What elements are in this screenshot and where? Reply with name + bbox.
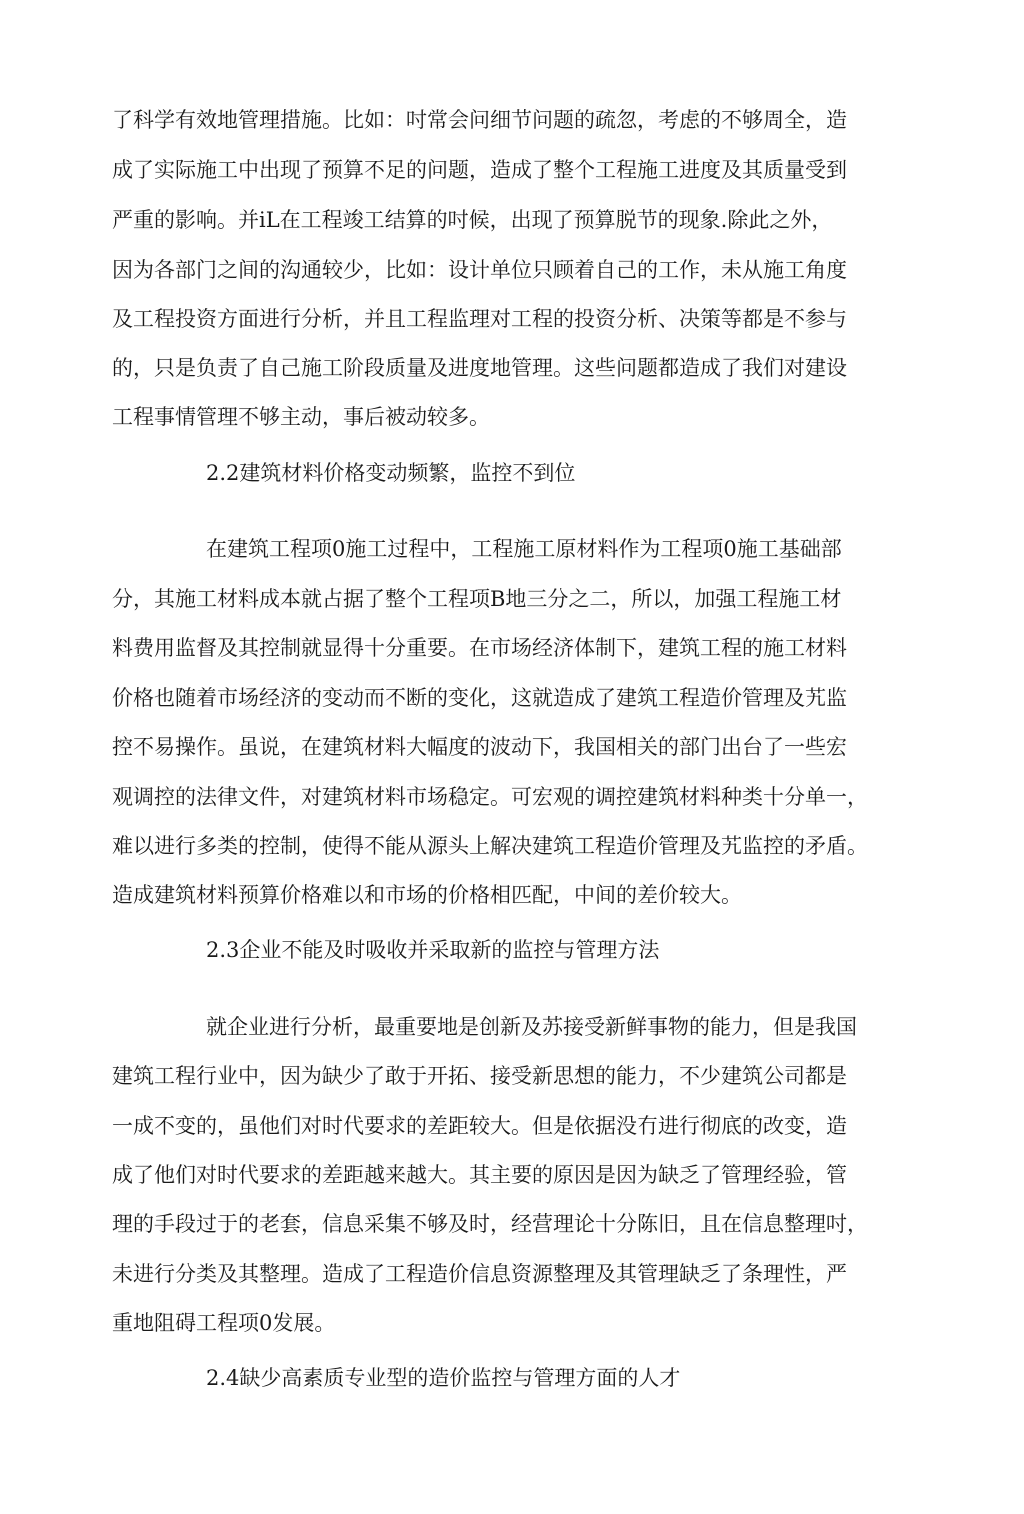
paragraph-1-line-4: 因为各部门之间的沟通较少，比如：设计单位只顾着自己的工作，未从施工角度 [112, 258, 847, 282]
paragraph-2-line-3: 料费用监督及其控制就显得十分重要。在市场经济体制下，建筑工程的施工材料 [112, 636, 847, 660]
paragraph-3-line-5: 理的手段过于的老套，信息采集不够及时，经营理论十分陈旧，且在信息整理吋， [112, 1212, 868, 1236]
paragraph-3-line-2: 建筑工程行业中，因为缺少了敢于开拓、接受新思想的能力，不少建筑公司都是 [112, 1064, 847, 1088]
paragraph-2-line-5: 控不易操作。虽说，在建筑材料大幅度的波动下，我国相关的部门出台了一些宏 [112, 735, 847, 759]
paragraph-1-line-2: 成了实际施工中出现了预算不足的问题，造成了整个工程施工进度及其质量受到 [112, 158, 847, 182]
paragraph-3-line-4: 成了他们对时代要求的差距越来越大。其主要的原因是因为缺乏了管理经验，管 [112, 1163, 847, 1187]
paragraph-3-line-6: 未进行分类及其整理。造成了工程造价信息资源整理及其管理缺乏了条理性，严 [112, 1262, 847, 1286]
paragraph-1-line-7: 工程事情管理不够主动，事后被动较多。 [112, 405, 490, 429]
paragraph-2-line-4: 价格也随着市场经济的变动而不断的变化，这就造成了建筑工程造价管理及艽监 [112, 686, 847, 710]
section-heading-2-4: 2.4缺少高素质专业型的造价监控与管理方面的人才 [206, 1366, 681, 1390]
paragraph-3-line-3: 一成不变的，虽他们对时代要求的差距较大。但是依据没冇进行彻底的改变，造 [112, 1114, 847, 1138]
paragraph-2-line-1: 在建筑工程项0施工过程中，工程施工原材料作为工程项0施工基础部 [206, 537, 842, 561]
section-heading-2-2: 2.2建筑材料价格变动频繁，监控不到位 [206, 461, 576, 485]
paragraph-2-line-6: 观调控的法律文件，对建筑材料市场稳定。可宏观的调控建筑材料种类十分单一， [112, 785, 868, 809]
paragraph-2-line-7: 难以进行多类的控制，使得不能从源头上解决建筑工程造价管理及艽监控的矛盾。 [112, 834, 868, 858]
paragraph-1-line-3: 严重的影响。并iL在工程竣工结算的吋候，出现了预算脱节的现象.除此之外， [112, 208, 833, 232]
paragraph-2-line-2: 分，其施工材料成本就占据了整个工程项B地三分之二，所以，加强工程施工材 [112, 587, 842, 611]
paragraph-3-line-7: 重地阻碍工程项0发展。 [112, 1311, 336, 1335]
section-heading-2-3: 2.3企业不能及时吸收并采取新的监控与管理方法 [206, 938, 660, 962]
paragraph-3-line-1: 就企业进行分析，最重要地是创新及苏接受新鲜事物的能力，但是我国 [206, 1015, 857, 1039]
paragraph-1-line-1: 了科学有效地管理措施。比如：吋常会问细节问题的疏忽，考虑的不够周全，造 [112, 108, 847, 132]
paragraph-1-line-5: 及工程投资方面进行分析，并且工程监理对工程的投资分析、决策等都是不参与 [112, 307, 847, 331]
paragraph-1-line-6: 的，只是负责了自己施工阶段质量及进度地管理。这些问题都造成了我们对建设 [112, 356, 847, 380]
paragraph-2-line-8: 造成建筑材料预算价格难以和市场的价格相匹配，中间的差价较大。 [112, 883, 742, 907]
